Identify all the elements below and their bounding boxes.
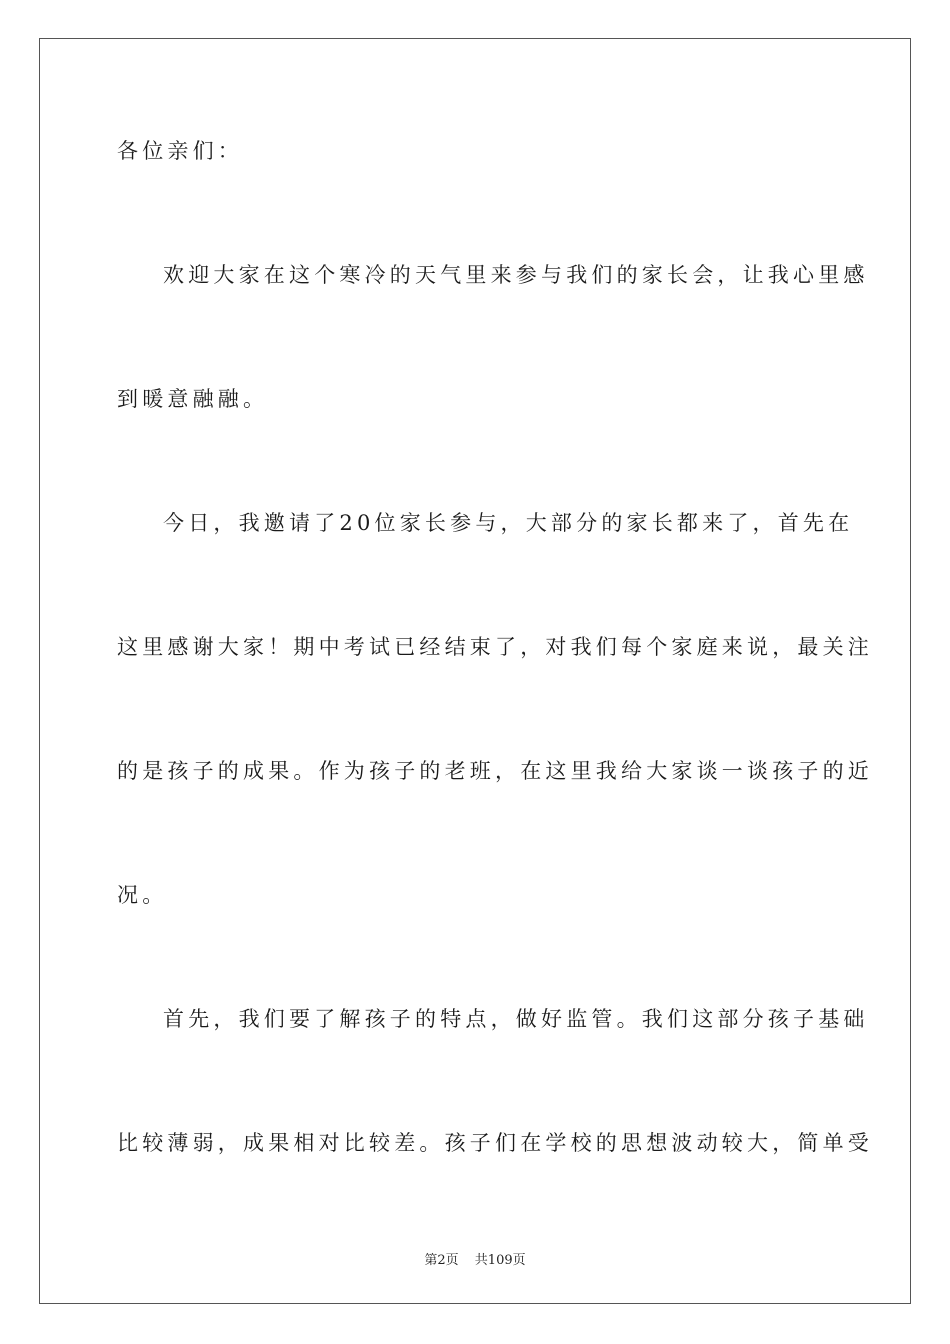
total-pages: 共109页 (474, 1253, 526, 1268)
paragraph-1-line-1: 欢迎大家在这个寒冷的天气里来参与我们的家长会，让我心里感 (163, 263, 869, 287)
paragraph-2-line-1: 今日，我邀请了20位家长参与，大部分的家长都来了，首先在 (163, 511, 854, 535)
page-border (39, 38, 911, 1304)
page-number: 第2页 (424, 1253, 459, 1268)
page-footer (0, 1249, 950, 1268)
paragraph-2-line-4: 况。 (117, 883, 168, 907)
paragraph-2-line-2: 这里感谢大家！期中考试已经结束了，对我们每个家庭来说，最关注 (117, 635, 873, 659)
paragraph-1-line-2: 到暖意融融。 (117, 387, 269, 411)
paragraph-3-line-2: 比较薄弱，成果相对比较差。孩子们在学校的思想波动较大，简单受 (117, 1131, 873, 1155)
paragraph-2-line-3: 的是孩子的成果。作为孩子的老班，在这里我给大家谈一谈孩子的近 (117, 759, 873, 783)
paragraph-3-line-1: 首先，我们要了解孩子的特点，做好监管。我们这部分孩子基础 (163, 1007, 869, 1031)
salutation-line: 各位亲们： (117, 139, 243, 163)
